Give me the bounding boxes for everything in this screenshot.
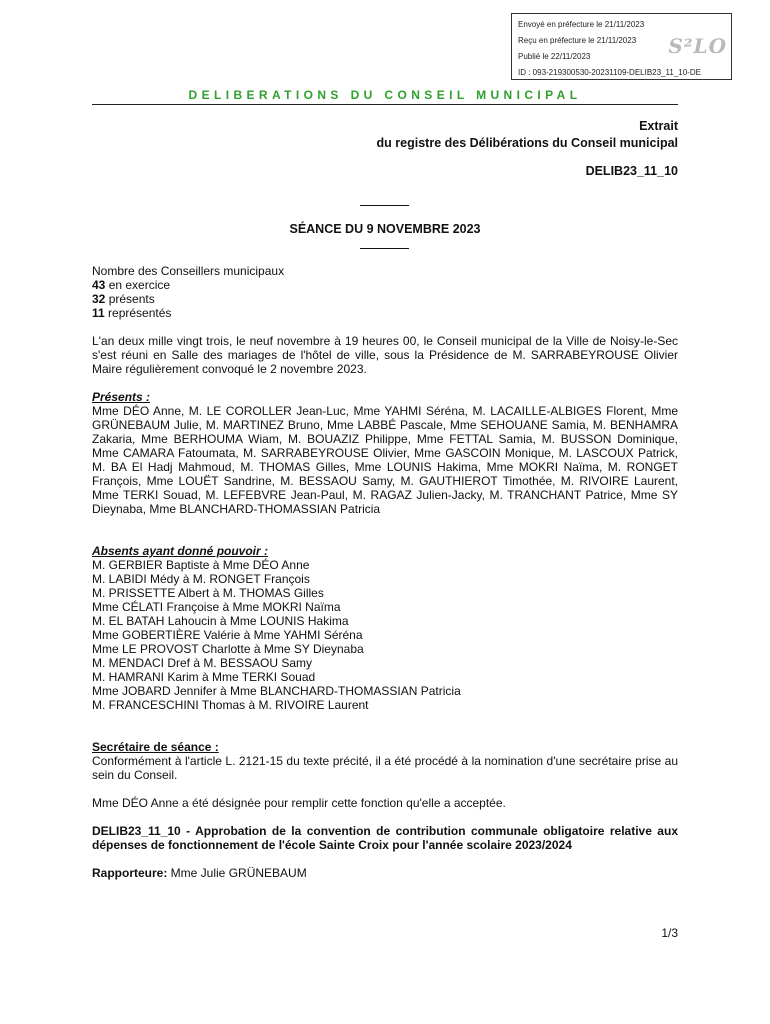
deliberation-subject: DELIB23_11_10 - Approbation de la convention de contribution communale obligatoire relative aux dépenses de fonctionnement de l'école Sainte Croix pour l'année scolaire 2023/2024 <box>92 824 678 852</box>
absent-section <box>92 544 678 712</box>
stamp-published: Publié le 22/11/2023 <box>518 52 591 61</box>
stamp-sent: Envoyé en préfecture le 21/11/2023 <box>518 20 645 29</box>
intro-paragraph: L'an deux mille vingt trois, le neuf novembre à 19 heures 00, le Conseil municipal de la Ville de Noisy-le-Sec s'est réuni en Salle des mariages de l'hôtel de ville, sous la Présidence de M. SARRABEYROUSE Olivier Maire régulièrement convoqué le 2 novembre 2023. <box>92 334 678 376</box>
council-counts <box>92 264 678 320</box>
separator-top <box>360 205 409 206</box>
stamp-id: ID : 093-219300530-20231109-DELIB23_11_10-DE <box>518 68 701 77</box>
absent-item: Mme CÉLATI Françoise à Mme MOKRI Naïma <box>92 600 341 614</box>
stamp-received: Reçu en préfecture le 21/11/2023 <box>518 36 637 45</box>
count-represented: 11 représentés <box>92 306 172 320</box>
absent-item: Mme GOBERTIÈRE Valérie à Mme YAHMI Séréna <box>92 628 363 642</box>
rapporteur-label: Rapporteure: <box>92 866 168 880</box>
present-heading: Présents : <box>92 390 151 404</box>
session-title: SÉANCE DU 9 NOVEMBRE 2023 <box>289 222 481 236</box>
secretary-section <box>92 740 678 782</box>
secretary-text: Conformément à l'article L. 2121-15 du texte précité, il a été procédé à la nomination d'une secrétaire prise au sein du Conseil. <box>92 754 678 782</box>
absent-item: M. LABIDI Médy à M. RONGET François <box>92 572 310 586</box>
deliberation-reference: DELIB23_11_10 <box>585 164 678 178</box>
prefecture-stamp <box>511 13 732 80</box>
absent-item: M. EL BATAH Lahoucin à Mme LOUNIS Hakima <box>92 614 349 628</box>
rapporteur-name: Mme Julie GRÜNEBAUM <box>167 866 307 880</box>
secretary-designation: Mme DÉO Anne a été désignée pour remplir cette fonction qu'elle a acceptée. <box>92 796 506 810</box>
header-divider <box>92 104 678 105</box>
count-in-office: 43 en exercice <box>92 278 171 292</box>
absent-item: Mme JOBARD Jennifer à Mme BLANCHARD-THOMASSIAN Patricia <box>92 684 461 698</box>
count-present: 32 présents <box>92 292 155 306</box>
secretary-heading: Secrétaire de séance : <box>92 740 219 754</box>
page-number: 1/3 <box>661 926 678 940</box>
absent-item: M. PRISSETTE Albert à M. THOMAS Gilles <box>92 586 324 600</box>
counts-label: Nombre des Conseillers municipaux <box>92 264 285 278</box>
separator-bottom <box>360 248 409 249</box>
present-section <box>92 390 678 516</box>
rapporteur <box>92 866 678 880</box>
absent-heading: Absents ayant donné pouvoir : <box>92 544 269 558</box>
absent-item: M. FRANCESCHINI Thomas à M. RIVOIRE Laurent <box>92 698 369 712</box>
absent-item: M. MENDACI Dref à M. BESSAOU Samy <box>92 656 313 670</box>
absent-item: M. GERBIER Baptiste à Mme DÉO Anne <box>92 558 310 572</box>
document-header: DELIBERATIONS DU CONSEIL MUNICIPAL <box>188 88 582 102</box>
absent-item: Mme LE PROVOST Charlotte à Mme SY Dieynaba <box>92 642 364 656</box>
extract-label: Extrait <box>639 119 678 133</box>
present-list: Mme DÉO Anne, M. LE COROLLER Jean-Luc, Mme YAHMI Séréna, M. LACAILLE-ALBIGES Florent, Mme GRÜNEBAUM Julie, M. MARTINEZ Bruno, Mme LABBÉ Pascale, Mme SEHOUANE Samia, M. BENHAMRA Zakaria, Mme BERHOUMA Wiam, M. BOUAZIZ Philippe, Mme FETTAL Samia, M. BUSSON Dominique, Mme CAMARA Fatoumata, M. SARRABEYROUSE Olivier, Mme GASCOIN Monique, M. LASCOUX Patrick, M. BA El Hadj Mahmoud, M. THOMAS Gilles, Mme LOUNIS Hakima, Mme MOKRI Naïma, M. RONGET François, Mme LOUËT Sandrine, M. BESSAOU Samy, M. GAUTHIEROT Timothée, M. RIVOIRE Laurent, Mme TERKI Souad, M. LEFEBVRE Jean-Paul, M. RAGAZ Julien-Jacky, M. TRANCHANT Patrice, Mme SY Dieynaba, Mme BLANCHARD-THOMASSIAN Patricia <box>92 404 678 516</box>
s2lo-logo: S²LO <box>668 34 727 58</box>
registry-label: du registre des Délibérations du Conseil municipal <box>376 136 678 150</box>
absent-item: M. HAMRANI Karim à Mme TERKI Souad <box>92 670 316 684</box>
